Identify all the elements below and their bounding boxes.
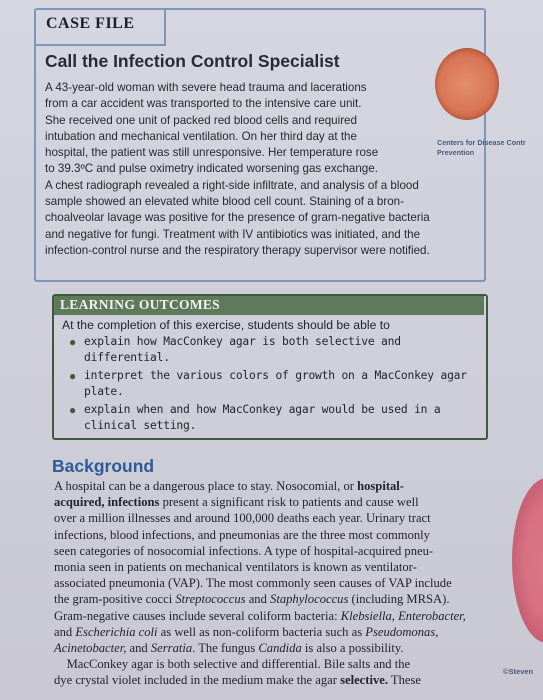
bullet-icon: ● xyxy=(69,369,77,383)
background-heading: Background xyxy=(52,456,155,476)
case-file-title: Call the Infection Control Specialist xyxy=(45,51,340,71)
learning-outcomes-intro: At the completion of this exercise, students should be able to xyxy=(62,318,390,332)
bullet-icon: ● xyxy=(69,403,77,417)
list-item: ● explain when and how MacConkey agar would be used in a clinical setting. xyxy=(69,403,441,432)
image-credit-steven: ©Steven xyxy=(503,667,534,676)
case-file-text: A 43-year-old woman with severe head trauma and lacerations from a car accident was transported to the intensive care unit. She received one unit of packed red blood cells and required intubation and mechanical ventilation. On her third day at the hospital, the patient was still unresponsive. Her temperature rose to 39.3ºC and pulse oximetry indicated worsening gas exchange. A chest radiograph revealed a right-side infiltrate, and analysis of a blood sample showed an elevated white blood cell count. Staining of a bron- choalveolar lavage was positive for the presence of gram-negative bacteria and negative for fungi. Treatment with IV antibiotics was initiated, and the infection-control nurse and the respiratory therapy supervisor were notified. xyxy=(45,81,430,257)
learning-outcomes-list xyxy=(60,334,480,436)
macconkey-plate-image xyxy=(512,478,543,643)
list-item: ● explain how MacConkey agar is both selective and differential. xyxy=(69,335,401,364)
case-file-label: CASE FILE xyxy=(46,15,135,32)
bullet-icon: ● xyxy=(69,335,77,349)
list-item: ● interpret the various colors of growth on a MacConkey agar plate. xyxy=(69,369,467,398)
image-credit-cdc: Centers for Disease Contr Prevention xyxy=(437,138,526,157)
learning-outcomes-heading: LEARNING OUTCOMES xyxy=(60,297,220,312)
background-text: A hospital can be a dangerous place to stay. Nosocomial, or hospital- acquired, infections present a significant risk to patients and cause well over a million illnesses and around 100,000 deaths each year. Urinary tract infections, blood infections, and pneumonias are the three most commonly seen categories of nosocomial infections. A type of hospital-acquired pneu- monia seen in patients on mechanical ventilators is known as ventilator- associated pneumonia (VAP). The most commonly seen causes of VAP include the gram-positive cocci Streptococcus and Staphylococcus (including MRSA). Gram-negative causes include several coliform bacteria: Klebsiella, Enterobacter, and Escherichia coli as well as non-coliform bacteria such as Pseudomonas, Acinetobacter, and Serratia. The fungus Candida is also a possibility. MacConkey agar is both selective and differential. Bile salts and the dye crystal violet included in the medium make the agar selective. These xyxy=(54,479,466,688)
